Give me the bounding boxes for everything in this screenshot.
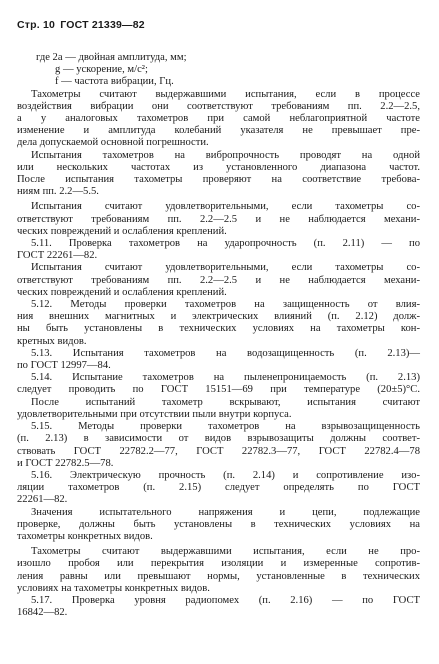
text-line: ческих повреждений и ослабления креплений. <box>17 225 227 237</box>
text-line: После испытаний тахометр вскрывают, испытания считают <box>31 396 420 408</box>
text-line: После испытания тахометры проверяют на соответствие требова- <box>17 174 420 186</box>
text-line: удовлетворительными при отсутствии пыли внутри корпуса. <box>17 408 292 420</box>
text-line: 5.17. Проверка уровня радиопомех (п. 2.16) — по ГОСТ <box>31 594 420 606</box>
text-line: следует проводить по ГОСТ 15151—69 при температуре (20±5)°C. <box>17 384 420 396</box>
text-line: проверке, должны быть установлены в технических условиях на <box>17 518 420 530</box>
text-line: и ГОСТ 22782.5—78. <box>17 457 114 469</box>
text-line: кретных видов. <box>17 335 87 347</box>
text-line: ответствуют требованиям пп. 2.2—2.5 и не наблюдается механи- <box>17 213 420 225</box>
text-line: условиях на тахометры конкретных видов. <box>17 582 210 594</box>
text-line: ляции тахометров (п. 2.15) следует определять по ГОСТ <box>17 482 420 494</box>
text-line: воздействия вибрации они соответствуют требованиям пп. 2.2—2.5, <box>17 100 420 112</box>
page-header <box>17 19 145 31</box>
text-line: Тахометры считают выдержавшими испытания, если в процессе <box>31 88 420 100</box>
text-line: 22261—82. <box>17 494 68 506</box>
text-line: тахометры конкретных видов. <box>17 530 153 542</box>
text-line: 5.14. Испытание тахометров на пыленепроницаемость (п. 2.13) <box>31 372 420 384</box>
text-line: ответствуют требованиям пп. 2.2—2.5 и не наблюдается механи- <box>17 274 420 286</box>
text-line: а у аналоговых тахометров при самой неблагоприятной частоте <box>17 113 420 125</box>
standard-code: ГОСТ 21339—82 <box>60 19 145 31</box>
text-line: (п. 2.13) в зависимости от видов взрывозащиты должны соответ- <box>17 433 420 445</box>
text-line: g — ускорение, м/с²; <box>55 64 148 76</box>
text-line: Испытания считают удовлетворительными, если тахометры со- <box>31 201 420 213</box>
text-line: 16842—82. <box>17 607 68 619</box>
text-line: 5.12. Методы проверки тахометров на защищенность от влия- <box>31 299 420 311</box>
text-line: по ГОСТ 12997—84. <box>17 360 111 372</box>
text-line: 5.16. Электрическую прочность (п. 2.14) и сопротивление изо- <box>31 469 420 481</box>
text-line: 5.15. Методы проверки тахометров на взрывозащищенность <box>31 421 420 433</box>
text-line: ниям пп. 2.2—5.5. <box>17 186 99 198</box>
text-line: ния внешних магнитных и электрических влияний (п. 2.12) долж- <box>17 311 420 323</box>
text-line: Испытания тахометров на вибропрочность проводят на одной <box>31 149 420 161</box>
text-line: ческих повреждений и ослабления креплений. <box>17 286 227 298</box>
text-line: Значения испытательного напряжения и цепи, подлежащие <box>31 506 420 518</box>
text-line: ны быть установлены в технических условиях на тахометры кон- <box>17 323 420 335</box>
document-body <box>17 52 420 619</box>
text-line: Испытания считают удовлетворительными, если тахометры со- <box>31 262 420 274</box>
text-line: или нескольких частотах из установленного диапазона частот. <box>17 161 420 173</box>
text-line: 5.11. Проверка тахометров на ударопрочность (п. 2.11) — по <box>31 238 420 250</box>
text-line: ствовать ГОСТ 22782.2—77, ГОСТ 22782.3—77, ГОСТ 22782.4—78 <box>17 445 420 457</box>
text-line: f — частота вибрации, Гц. <box>55 76 174 88</box>
text-line: Тахометры считают выдержавшими испытания, если не про- <box>31 546 420 558</box>
text-line: где 2a — двойная амплитуда, мм; <box>36 52 187 63</box>
text-line: ления равны или превышают нормы, установленные в технических <box>17 570 420 582</box>
page-number: Стр. 10 <box>17 19 56 31</box>
text-line: изошло пробоя или перекрытия изоляции и измеренные сопротив- <box>17 558 420 570</box>
text-line: ГОСТ 22261—82. <box>17 250 98 262</box>
text-line: дела допускаемой основной погрешности. <box>17 137 209 149</box>
text-line: изменение и амплитуда колебаний указателя не превышает пре- <box>17 125 420 137</box>
text-line: 5.13. Испытания тахометров на водозащищенность (п. 2.13)— <box>31 347 420 359</box>
